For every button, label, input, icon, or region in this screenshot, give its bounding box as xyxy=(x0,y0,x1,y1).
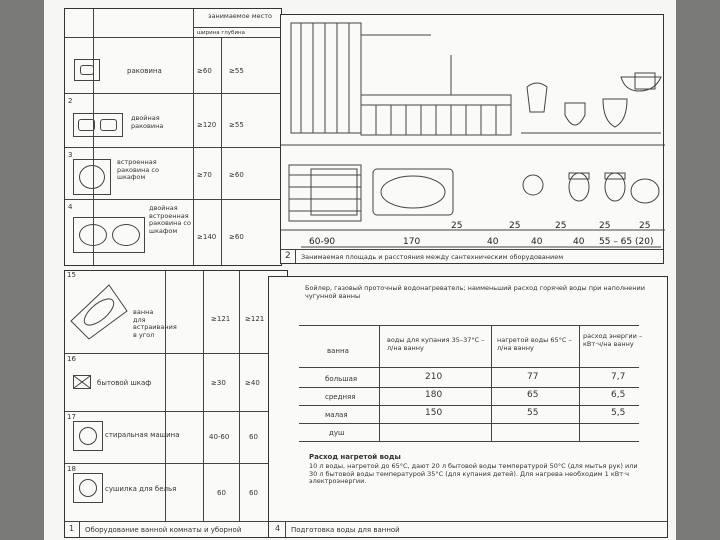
row-label: стиральная машина xyxy=(105,431,180,439)
row-number: 2 xyxy=(68,97,73,105)
row-depth: 60 xyxy=(249,489,258,497)
row-width: ≥120 xyxy=(197,121,217,129)
dimension-label: 40 xyxy=(531,237,543,247)
row-label: двойная раковина xyxy=(131,114,164,130)
dimension-label: 25 xyxy=(509,221,521,231)
document-page xyxy=(44,0,676,540)
row-label: встроенная раковина со шкафом xyxy=(117,158,159,181)
row-label: большая xyxy=(325,375,358,383)
dimension-label: 40 xyxy=(487,237,499,247)
washbasin-icon xyxy=(74,59,100,81)
figure-number: 1 xyxy=(69,524,75,533)
row-depth: ≥60 xyxy=(229,171,244,179)
figure-caption: Занимаемая площадь и расстояния между сантехническим оборудованием xyxy=(301,253,564,261)
row-width: ≥70 xyxy=(197,171,212,179)
column-header: воды для купания 35–37°С – л/на ванну xyxy=(387,336,485,352)
cell: 77 xyxy=(527,372,539,382)
dimension-label: 25 xyxy=(451,221,463,231)
dimension-label: 25 xyxy=(555,221,567,231)
column-header: расход энергии – кВт·ч/на ванну xyxy=(583,332,643,348)
row-label: малая xyxy=(325,411,348,419)
row-width: 60 xyxy=(217,489,226,497)
cell: 210 xyxy=(425,372,443,382)
place-header: занимаемое место xyxy=(208,12,272,20)
note-title: Расход нагретой воды xyxy=(309,453,401,461)
row-label: сушилка для белья xyxy=(105,485,177,493)
dimension-label: 55 – 65 (20) xyxy=(599,237,654,247)
corner-bath-icon xyxy=(69,281,129,341)
row-number: 4 xyxy=(68,203,73,211)
appliances-table xyxy=(64,270,288,538)
cell: 150 xyxy=(425,408,443,418)
column-header: ванна xyxy=(327,347,349,355)
row-label: средняя xyxy=(325,393,356,401)
row-number: 3 xyxy=(68,151,73,159)
row-depth: ≥55 xyxy=(229,121,244,129)
row-number: 17 xyxy=(67,413,76,421)
cabinet-icon xyxy=(73,375,91,389)
row-depth: 60 xyxy=(249,433,258,441)
basins-table xyxy=(64,8,282,266)
double-vanity-basin-icon xyxy=(73,217,145,253)
dimension-label: 60-90 xyxy=(309,237,336,247)
row-depth: ≥55 xyxy=(229,67,244,75)
intro-text: Бойлер, газовый проточный водонагреватель; наименьший расход горячей воды при наполнении чугунной ванны xyxy=(305,284,645,300)
cell: 5,5 xyxy=(611,408,626,418)
row-label: ванна для встраивания в угол xyxy=(133,308,177,339)
row-label: раковина xyxy=(127,67,162,75)
dimension-label: 170 xyxy=(403,237,421,247)
figure-number: 2 xyxy=(285,251,291,261)
double-washbasin-icon xyxy=(73,113,123,137)
width-depth-header: ширина глубина xyxy=(197,30,245,36)
row-depth: ≥40 xyxy=(245,379,260,387)
row-label: бытовой шкаф xyxy=(97,379,152,387)
vanity-basin-icon xyxy=(73,159,111,195)
cell: 6,5 xyxy=(611,390,626,400)
cell: 65 xyxy=(527,390,539,400)
row-width: 40-60 xyxy=(209,433,230,441)
row-width: ≥30 xyxy=(211,379,226,387)
figure-caption: Оборудование ванной комнаты и уборной xyxy=(85,526,242,534)
row-number: 18 xyxy=(67,465,76,473)
row-label: двойная встроенная раковина со шкафом xyxy=(149,204,191,235)
figure-number: 4 xyxy=(275,524,281,533)
dryer-icon xyxy=(73,473,103,503)
dimension-label: 25 xyxy=(639,221,651,231)
row-width: ≥60 xyxy=(197,67,212,75)
column-header: нагретой воды 65°С – л/на ванну xyxy=(497,336,572,352)
figure-caption: Подготовка воды для ванной xyxy=(291,526,400,534)
cell: 55 xyxy=(527,408,539,418)
row-number: 15 xyxy=(67,271,76,279)
row-number: 16 xyxy=(67,355,76,363)
dimension-label: 40 xyxy=(573,237,585,247)
row-width: ≥140 xyxy=(197,233,217,241)
row-depth: ≥60 xyxy=(229,233,244,241)
row-width: ≥121 xyxy=(211,315,231,323)
note-text: 10 л воды, нагретой до 65°С, дают 20 л бытовой воды температурой 50°С (для мытья рук) или 30 л бытовой воды температурой 35°С (для купания детей). Для нагрева необходим 1 кВт·ч электроэнергии. xyxy=(309,462,638,485)
washing-machine-icon xyxy=(73,421,103,451)
row-depth: ≥121 xyxy=(245,315,265,323)
cell: 7,7 xyxy=(611,372,626,382)
dimension-label: 25 xyxy=(599,221,611,231)
water-heating-table xyxy=(268,276,668,538)
row-label: душ xyxy=(329,429,345,437)
cell: 180 xyxy=(425,390,443,400)
fixtures-drawing xyxy=(280,14,664,264)
